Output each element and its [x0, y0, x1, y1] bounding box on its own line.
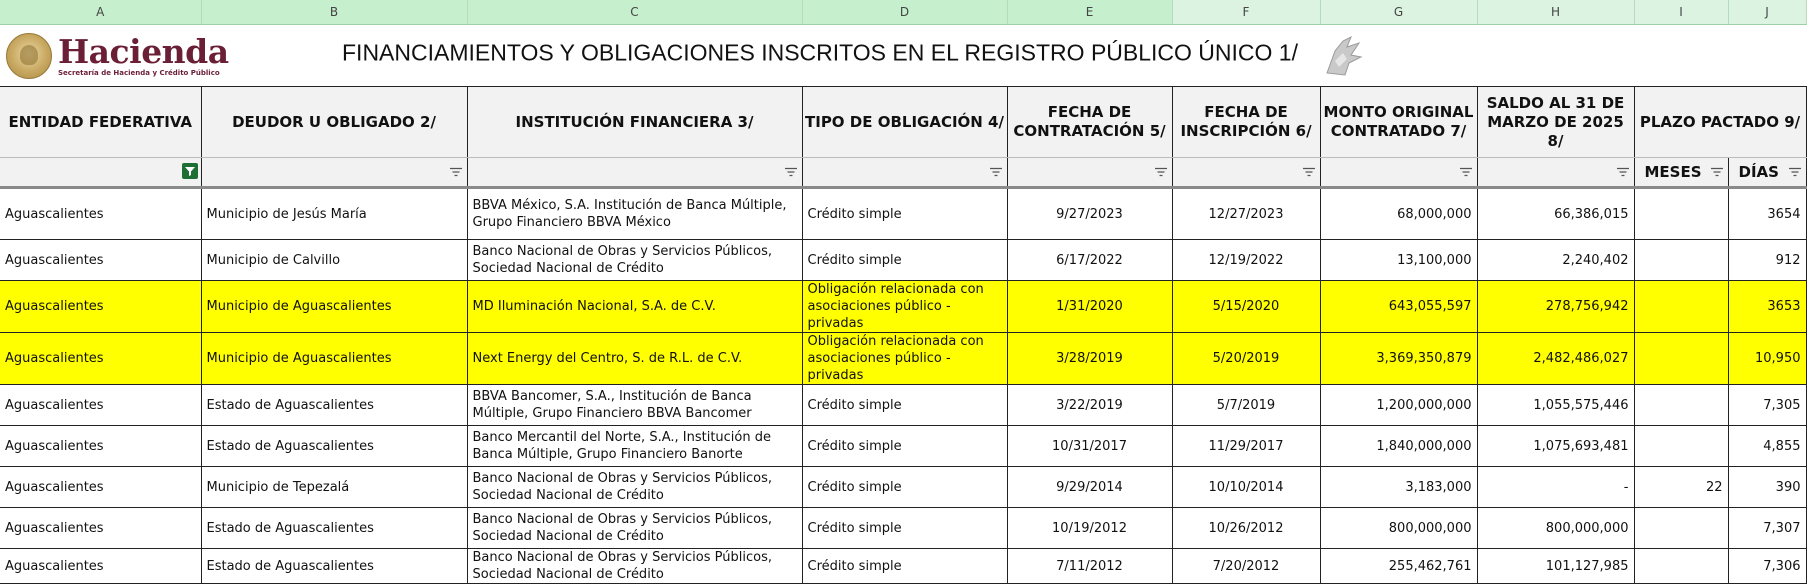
column-header-b[interactable]: B [201, 0, 467, 25]
cell-institucion[interactable]: Banco Nacional de Obras y Servicios Públicos, Sociedad Nacional de Crédito [467, 240, 802, 281]
cell-deudor[interactable]: Municipio de Jesús María [201, 188, 467, 240]
cell-saldo[interactable]: 1,055,575,446 [1477, 385, 1634, 426]
cell-meses[interactable]: 22 [1634, 467, 1728, 508]
cell-meses[interactable] [1634, 508, 1728, 549]
logo-subtitle: Secretaría de Hacienda y Crédito Público [58, 68, 220, 77]
cell-monto[interactable]: 3,183,000 [1320, 467, 1477, 508]
header-fecha-contratacion[interactable]: FECHA DE CONTRATACIÓN 5/ [1007, 87, 1172, 158]
filter-icon[interactable] [1154, 167, 1168, 177]
cell-dias[interactable]: 4,855 [1728, 426, 1806, 467]
column-header-h[interactable]: H [1477, 0, 1634, 25]
cell-fecha-contratacion[interactable]: 1/31/2020 [1007, 281, 1172, 333]
table-row [0, 385, 1806, 426]
cell-monto[interactable]: 13,100,000 [1320, 240, 1477, 281]
header-entidad[interactable]: ENTIDAD FEDERATIVA [0, 87, 201, 158]
cell-dias[interactable]: 7,306 [1728, 549, 1806, 584]
table-row [0, 508, 1806, 549]
cell-institucion[interactable]: Banco Nacional de Obras y Servicios Públicos, Sociedad Nacional de Crédito [467, 508, 802, 549]
cell-fecha-inscripcion[interactable]: 5/7/2019 [1172, 385, 1320, 426]
cell-fecha-contratacion[interactable]: 10/31/2017 [1007, 426, 1172, 467]
cell-dias[interactable]: 7,305 [1728, 385, 1806, 426]
cell-fecha-inscripcion[interactable]: 5/15/2020 [1172, 281, 1320, 333]
cell-saldo[interactable]: 2,240,402 [1477, 240, 1634, 281]
logo-name: Hacienda [58, 31, 229, 71]
column-letter-bar [0, 0, 1806, 25]
cell-saldo[interactable]: 800,000,000 [1477, 508, 1634, 549]
cell-saldo[interactable]: - [1477, 467, 1634, 508]
eagle-emblem-icon [1321, 33, 1365, 79]
filter-icon[interactable] [784, 167, 798, 177]
cell-entidad[interactable]: Aguascalientes [0, 426, 201, 467]
column-header-f[interactable]: F [1172, 0, 1320, 25]
cell-entidad[interactable]: Aguascalientes [0, 549, 201, 584]
header-fecha-inscripcion[interactable]: FECHA DE INSCRIPCIÓN 6/ [1172, 87, 1320, 158]
cell-fecha-inscripcion[interactable]: 11/29/2017 [1172, 426, 1320, 467]
cell-deudor[interactable]: Estado de Aguascalientes [201, 385, 467, 426]
cell-entidad[interactable]: Aguascalientes [0, 508, 201, 549]
filter-cell-dias[interactable] [1728, 158, 1806, 188]
cell-tipo[interactable]: Obligación relacionada con asociaciones público - privadas [802, 281, 1007, 333]
cell-meses[interactable] [1634, 333, 1728, 385]
header-meses: MESES [1644, 163, 1702, 181]
table-row [0, 549, 1806, 584]
column-header-i[interactable]: I [1634, 0, 1728, 25]
cell-entidad[interactable]: Aguascalientes [0, 385, 201, 426]
cell-deudor[interactable]: Municipio de Aguascalientes [201, 333, 467, 385]
filter-cell-fecha-inscripcion[interactable] [1172, 158, 1320, 188]
column-header-a[interactable]: A [0, 0, 201, 25]
cell-fecha-inscripcion[interactable]: 5/20/2019 [1172, 333, 1320, 385]
header-row [0, 87, 1806, 158]
cell-tipo[interactable]: Crédito simple [802, 188, 1007, 240]
cell-entidad[interactable]: Aguascalientes [0, 467, 201, 508]
cell-fecha-contratacion[interactable]: 9/27/2023 [1007, 188, 1172, 240]
cell-monto[interactable]: 1,840,000,000 [1320, 426, 1477, 467]
title-cell[interactable] [342, 25, 1806, 87]
cell-fecha-contratacion[interactable]: 3/28/2019 [1007, 333, 1172, 385]
cell-fecha-inscripcion[interactable]: 10/26/2012 [1172, 508, 1320, 549]
cell-tipo[interactable]: Crédito simple [802, 549, 1007, 584]
cell-entidad[interactable]: Aguascalientes [0, 333, 201, 385]
cell-saldo[interactable]: 2,482,486,027 [1477, 333, 1634, 385]
cell-entidad[interactable]: Aguascalientes [0, 281, 201, 333]
filter-cell-deudor[interactable] [201, 158, 467, 188]
cell-institucion[interactable]: MD Iluminación Nacional, S.A. de C.V. [467, 281, 802, 333]
cell-institucion[interactable]: Banco Mercantil del Norte, S.A., Institución de Banca Múltiple, Grupo Financiero Banorte [467, 426, 802, 467]
filter-icon[interactable] [989, 167, 1003, 177]
header-plazo[interactable]: PLAZO PACTADO 9/ [1634, 87, 1806, 158]
cell-meses[interactable] [1634, 385, 1728, 426]
header-tipo[interactable]: TIPO DE OBLIGACIÓN 4/ [802, 87, 1007, 158]
filter-cell-institucion[interactable] [467, 158, 802, 188]
cell-meses[interactable] [1634, 281, 1728, 333]
cell-fecha-contratacion[interactable]: 10/19/2012 [1007, 508, 1172, 549]
cell-meses[interactable] [1634, 240, 1728, 281]
filter-active-icon[interactable] [182, 163, 198, 179]
header-institucion[interactable]: INSTITUCIÓN FINANCIERA 3/ [467, 87, 802, 158]
cell-meses[interactable] [1634, 188, 1728, 240]
cell-dias[interactable]: 3654 [1728, 188, 1806, 240]
cell-deudor[interactable]: Municipio de Aguascalientes [201, 281, 467, 333]
filter-cell-tipo[interactable] [802, 158, 1007, 188]
header-saldo[interactable]: SALDO AL 31 DE MARZO DE 2025 8/ [1477, 87, 1634, 158]
filter-cell-fecha-contratacion[interactable] [1007, 158, 1172, 188]
cell-dias[interactable]: 912 [1728, 240, 1806, 281]
filter-cell-monto[interactable] [1320, 158, 1477, 188]
cell-saldo[interactable]: 101,127,985 [1477, 549, 1634, 584]
header-dias: DÍAS [1738, 163, 1779, 181]
column-header-d[interactable]: D [802, 0, 1007, 25]
cell-monto[interactable]: 800,000,000 [1320, 508, 1477, 549]
cell-deudor[interactable]: Municipio de Calvillo [201, 240, 467, 281]
cell-institucion[interactable]: Banco Nacional de Obras y Servicios Públicos, Sociedad Nacional de Crédito [467, 467, 802, 508]
title-row [0, 25, 1806, 87]
cell-fecha-contratacion[interactable]: 9/29/2014 [1007, 467, 1172, 508]
cell-fecha-inscripcion[interactable]: 12/19/2022 [1172, 240, 1320, 281]
cell-deudor[interactable]: Estado de Aguascalientes [201, 508, 467, 549]
filter-icon[interactable] [1788, 167, 1802, 177]
filter-icon[interactable] [1710, 167, 1724, 177]
cell-dias[interactable]: 390 [1728, 467, 1806, 508]
cell-saldo[interactable]: 278,756,942 [1477, 281, 1634, 333]
column-header-c[interactable]: C [467, 0, 802, 25]
cell-deudor[interactable]: Municipio de Tepezalá [201, 467, 467, 508]
cell-tipo[interactable]: Crédito simple [802, 426, 1007, 467]
table-row [0, 426, 1806, 467]
cell-saldo[interactable]: 66,386,015 [1477, 188, 1634, 240]
cell-meses[interactable] [1634, 426, 1728, 467]
header-deudor[interactable]: DEUDOR U OBLIGADO 2/ [201, 87, 467, 158]
data-rows [0, 188, 1806, 584]
column-header-j[interactable]: J [1728, 0, 1806, 25]
column-header-e[interactable]: E [1007, 0, 1172, 25]
header-monto[interactable]: MONTO ORIGINAL CONTRATADO 7/ [1320, 87, 1477, 158]
cell-tipo[interactable]: Crédito simple [802, 467, 1007, 508]
cell-monto[interactable]: 643,055,597 [1320, 281, 1477, 333]
cell-tipo[interactable]: Crédito simple [802, 240, 1007, 281]
cell-fecha-inscripcion[interactable]: 10/10/2014 [1172, 467, 1320, 508]
table-row [0, 467, 1806, 508]
filter-cell-saldo[interactable] [1477, 158, 1634, 188]
cell-institucion[interactable]: BBVA Bancomer, S.A., Institución de Banca Múltiple, Grupo Financiero BBVA Bancomer [467, 385, 802, 426]
cell-monto[interactable]: 255,462,761 [1320, 549, 1477, 584]
cell-monto[interactable]: 68,000,000 [1320, 188, 1477, 240]
filter-cell-entidad[interactable] [0, 158, 201, 188]
cell-tipo[interactable]: Crédito simple [802, 508, 1007, 549]
table-row [0, 188, 1806, 240]
cell-monto[interactable]: 1,200,000,000 [1320, 385, 1477, 426]
cell-deudor[interactable]: Estado de Aguascalientes [201, 426, 467, 467]
filter-icon[interactable] [1302, 167, 1316, 177]
table-row [0, 240, 1806, 281]
cell-dias[interactable]: 10,950 [1728, 333, 1806, 385]
cell-dias[interactable]: 3653 [1728, 281, 1806, 333]
cell-meses[interactable] [1634, 549, 1728, 584]
cell-fecha-contratacion[interactable]: 6/17/2022 [1007, 240, 1172, 281]
cell-fecha-contratacion[interactable]: 7/11/2012 [1007, 549, 1172, 584]
cell-dias[interactable]: 7,307 [1728, 508, 1806, 549]
cell-institucion[interactable]: Banco Nacional de Obras y Servicios Públicos, Sociedad Nacional de Crédito [467, 549, 802, 584]
cell-deudor[interactable]: Estado de Aguascalientes [201, 549, 467, 584]
cell-entidad[interactable]: Aguascalientes [0, 188, 201, 240]
filter-icon[interactable] [1459, 167, 1473, 177]
cell-fecha-inscripcion[interactable]: 7/20/2012 [1172, 549, 1320, 584]
filter-row [0, 158, 1806, 188]
filter-icon[interactable] [1616, 167, 1630, 177]
cell-institucion[interactable]: Next Energy del Centro, S. de R.L. de C.V. [467, 333, 802, 385]
cell-tipo[interactable]: Obligación relacionada con asociaciones público - privadas [802, 333, 1007, 385]
cell-fecha-contratacion[interactable]: 3/22/2019 [1007, 385, 1172, 426]
cell-entidad[interactable]: Aguascalientes [0, 240, 201, 281]
column-header-g[interactable]: G [1320, 0, 1477, 25]
table-row [0, 333, 1806, 385]
coat-of-arms-icon [6, 33, 52, 79]
cell-saldo[interactable]: 1,075,693,481 [1477, 426, 1634, 467]
cell-tipo[interactable]: Crédito simple [802, 385, 1007, 426]
cell-monto[interactable]: 3,369,350,879 [1320, 333, 1477, 385]
filter-cell-meses[interactable] [1634, 158, 1728, 188]
cell-fecha-inscripcion[interactable]: 12/27/2023 [1172, 188, 1320, 240]
table-row [0, 281, 1806, 333]
report-title: FINANCIAMIENTOS Y OBLIGACIONES INSCRITOS EN EL REGISTRO PÚBLICO ÚNICO 1/ [342, 39, 1298, 65]
filter-icon[interactable] [449, 167, 463, 177]
cell-institucion[interactable]: BBVA México, S.A. Institución de Banca Múltiple, Grupo Financiero BBVA México [467, 188, 802, 240]
